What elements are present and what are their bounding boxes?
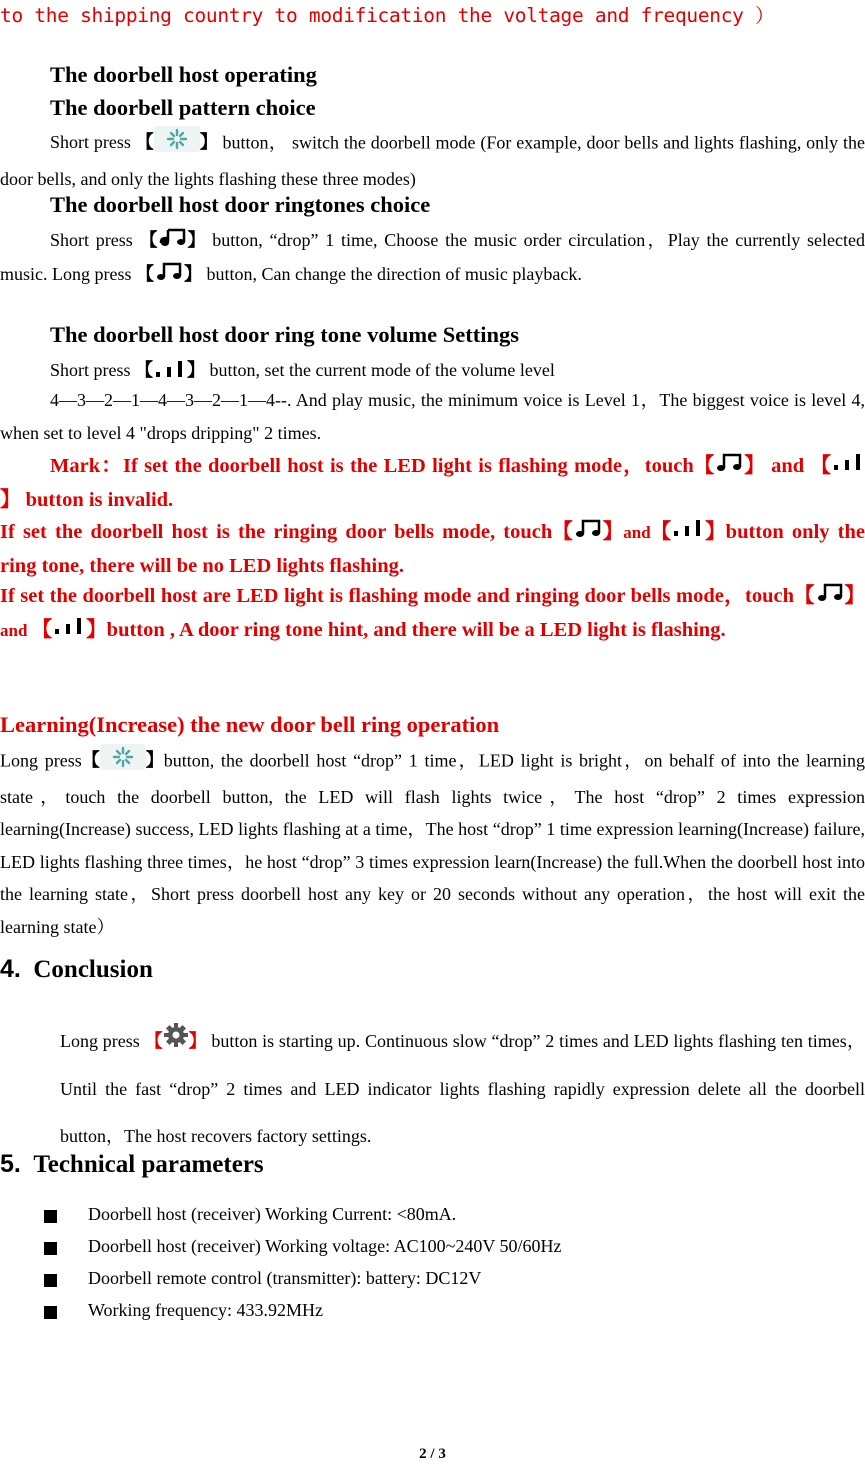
shipping-note-line: to the shipping country to modification the voltage and frequency ） (0, 4, 775, 27)
volume-level-icon (831, 451, 865, 484)
section-number: 4. (0, 955, 21, 983)
text-fragment: Short press (50, 230, 140, 250)
text-fragment: Mark：If set the doorbell host is the LED light is flashing mode，touch (50, 455, 694, 477)
text-fragment: button， switch the doorbell mode (For example, door bells and lights flashing, only the door bells, and only the lights flashing these three modes) (0, 132, 865, 189)
bracket-close: 】 (705, 521, 726, 543)
spec-item: Working frequency: 433.92MHz (88, 1300, 323, 1320)
bracket-open: 【 (810, 455, 831, 477)
mark-paragraph (0, 450, 865, 516)
bracket-open: 【 (650, 521, 672, 543)
music-note-icon (158, 226, 188, 259)
mark-paragraph-2 (0, 516, 865, 582)
bracket-close: 】 (187, 230, 206, 250)
text-fragment: button, Can change the direction of music playback. (201, 264, 582, 285)
music-note-icon (714, 451, 744, 484)
bullet-square (44, 1306, 57, 1319)
section-title: Technical parameters (33, 1151, 264, 1178)
text-fragment: button only the ring tone, there will be no LED lights flashing. (0, 521, 865, 577)
text-fragment: Long press (60, 1031, 145, 1051)
conclusion-paragraph (60, 1018, 865, 1160)
section-title: Conclusion (33, 956, 153, 983)
text-fragment: button, set the current mode of the volume level (205, 360, 555, 380)
bracket-close: 】 (844, 585, 865, 607)
text-fragment: button , A door ring tone hint, and there will be a LED light is flashing. (106, 618, 726, 641)
volume-level-icon (671, 517, 705, 550)
text-fragment: 4—3—2—1—4—3—2—1—4--. And play music, the minimum voice is Level 1，The biggest voice is level 4, when set to level 4 "drops dripping" 2 times. (0, 390, 865, 443)
heading-pattern-choice: The doorbell pattern choice (50, 95, 316, 120)
bracket-close: 】 (744, 455, 765, 477)
bracket-close: 】 (199, 132, 218, 153)
bullet-square (44, 1242, 57, 1255)
bracket-open: 【 (139, 230, 158, 250)
bracket-open: 【 (693, 455, 715, 477)
section-number: 5. (0, 1150, 21, 1178)
heading-ringtones-choice: The doorbell host door ringtones choice (50, 192, 431, 217)
text-fragment: button, the doorbell host “drop” 1 time，LED light is bright，on behalf of into the learning state，touch the doorbell button, the LED will flash lights twice，The host “drop” 2 times expression learning(Increase) success, LED lights flashing at a time，The host “drop” 1 time expression learning(Increase) failure, LED lights flashing three times，he host “drop” 3 times expression learn(Increase) the full.When the doorbell host into the learning state，Short press doorbell host any key or 20 seconds without any operation，the host will exit the learning state） (0, 750, 865, 937)
gear-icon (163, 1019, 189, 1066)
volume-level-icon (153, 358, 187, 385)
bracket-close: 】 (86, 618, 107, 641)
bracket-close: 】 (602, 521, 624, 543)
ringtones-paragraph (0, 224, 865, 292)
text-fragment: and (764, 455, 811, 477)
section-conclusion-title (0, 955, 153, 984)
music-note-icon (154, 260, 184, 293)
text-fragment: and (623, 523, 651, 542)
text-fragment: Short press (50, 360, 135, 380)
bracket-open: 【 (794, 585, 815, 607)
text-fragment: button is invalid. (20, 488, 174, 511)
bracket-open: 【 (135, 132, 154, 153)
spec-item: Doorbell host (receiver) Working Current: <80mA. (88, 1204, 457, 1224)
bullet-square (44, 1210, 57, 1223)
bullet-square (44, 1274, 57, 1287)
spec-item: Doorbell host (receiver) Working voltage: AC100~240V 50/60Hz (88, 1236, 562, 1256)
bracket-open: 【 (135, 264, 154, 285)
heading-operating: The doorbell host operating (50, 62, 317, 87)
volume-line-1 (50, 356, 555, 385)
sparkle-icon (100, 744, 146, 781)
bracket-open: 【 (31, 618, 53, 641)
bracket-close: 】 (188, 1031, 207, 1051)
bracket-open: 【 (144, 1031, 163, 1051)
volume-level-icon (52, 615, 86, 648)
sparkle-icon (154, 126, 200, 163)
section-tech-title (0, 1150, 264, 1179)
pattern-choice-paragraph (0, 126, 865, 195)
text-fragment: Short press (50, 132, 136, 153)
text-fragment: button, “drop” 1 time, Choose the music order circulation，Play the currently selected music. Long press (0, 230, 865, 285)
text-fragment: If set the doorbell host are LED light is flashing mode and ringing door bells mode，touch (0, 585, 794, 607)
bracket-close: 】 (145, 750, 164, 771)
learning-heading: Learning(Increase) the new door bell ring operation (0, 712, 500, 737)
spec-item: Doorbell remote control (transmitter): battery: DC12V (88, 1268, 482, 1288)
bracket-close: 】 (187, 360, 205, 380)
mark-paragraph-3 (0, 580, 865, 647)
bracket-open: 【 (135, 360, 153, 380)
text-fragment: Long press (0, 750, 82, 771)
bracket-close: 】 (0, 488, 21, 511)
bracket-open: 【 (552, 521, 573, 543)
heading-volume-settings: The doorbell host door ring tone volume Settings (50, 322, 519, 347)
text-fragment: button is starting up. Continuous slow “drop” 2 times and LED lights flashing ten times，Until the fast “drop” 2 times and LED indicator lights flashing rapidly expression delete all the doorbell button，The host recovers factory settings. (60, 1031, 865, 1147)
bracket-close: 】 (183, 264, 202, 285)
text-fragment: and (0, 620, 32, 640)
bracket-open: 【 (81, 750, 100, 771)
music-note-icon (815, 581, 845, 614)
volume-levels-paragraph (0, 384, 865, 449)
page-number: 2 / 3 (419, 1446, 446, 1462)
text-fragment: If set the doorbell host is the ringing door bells mode, touch (0, 521, 553, 543)
learning-paragraph (0, 744, 865, 943)
music-note-icon (573, 517, 603, 550)
